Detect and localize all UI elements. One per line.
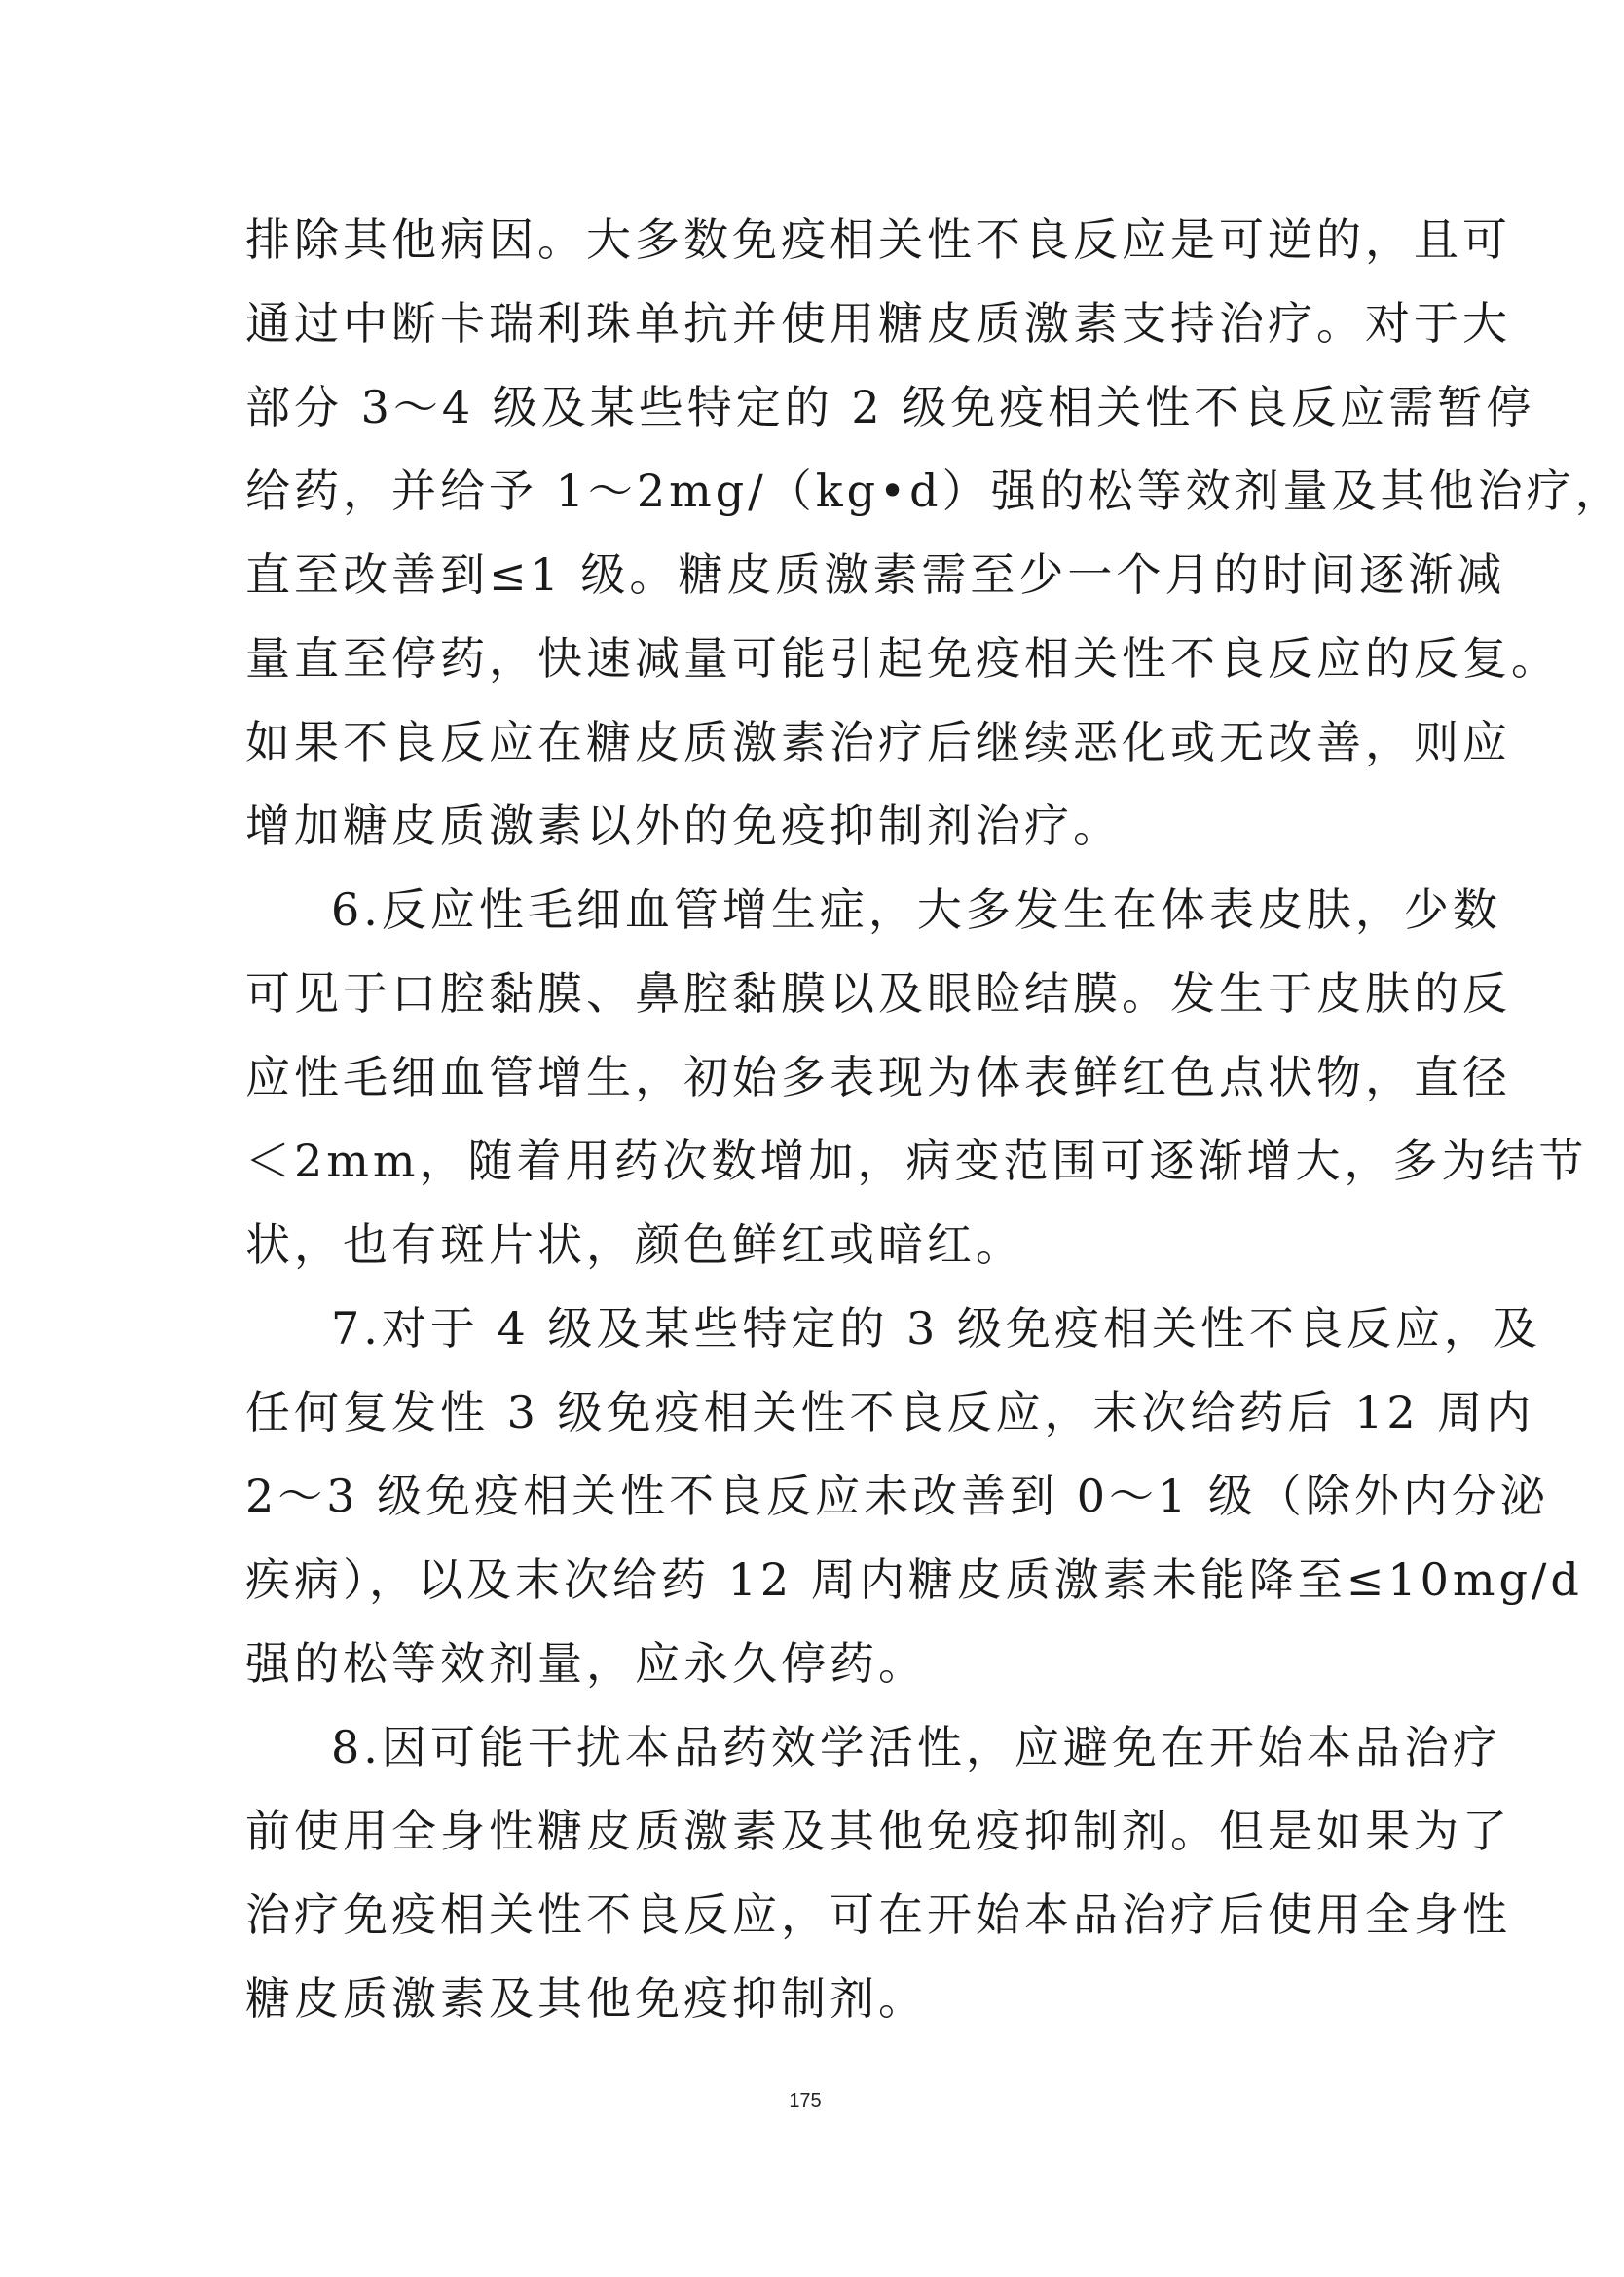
text-line: 排除其他病因。大多数免疫相关性不良反应是可逆的，且可 (245, 213, 1511, 266)
text-line: 疾病），以及末次给药 12 周内糖皮质激素未能降至≤10mg/d (245, 1553, 1583, 1606)
text-line: 治疗免疫相关性不良反应，可在开始本品治疗后使用全身性 (245, 1888, 1511, 1941)
text-line: 给药，并给予 1～2mg/（kg•d）强的松等效剂量及其他治疗， (245, 465, 1624, 517)
text-line: 通过中断卡瑞利珠单抗并使用糖皮质激素支持治疗。对于大 (245, 297, 1511, 350)
text-line: 2～3 级免疫相关性不良反应未改善到 0～1 级（除外内分泌 (245, 1470, 1549, 1522)
body-text (245, 198, 1624, 2040)
text-line: 8.因可能干扰本品药效学活性，应避免在开始本品治疗 (331, 1721, 1501, 1773)
text-line: 如果不良反应在糖皮质激素治疗后继续恶化或无改善，则应 (245, 716, 1511, 768)
page-number: 175 (789, 2090, 822, 2111)
text-line: 应性毛细血管增生，初始多表现为体表鲜红色点状物，直径 (245, 1051, 1511, 1103)
text-line: 直至改善到≤1 级。糖皮质激素需至少一个月的时间逐渐减 (245, 548, 1506, 601)
text-line: 前使用全身性糖皮质激素及其他免疫抑制剂。但是如果为了 (245, 1805, 1511, 1857)
paragraph-continuation (245, 198, 1624, 868)
paragraph-item-6 (245, 868, 1588, 1287)
text-line: ＜2mm，随着用药次数增加，病变范围可逐渐增大，多为结节 (245, 1135, 1588, 1187)
text-line: 6.反应性毛细血管增生症，大多发生在体表皮肤，少数 (331, 883, 1501, 936)
paragraph-item-8 (245, 1705, 1511, 2040)
text-line: 部分 3～4 级及某些特定的 2 级免疫相关性不良反应需暂停 (245, 381, 1535, 433)
text-line: 糖皮质激素及其他免疫抑制剂。 (245, 1972, 927, 2025)
paragraph-item-7 (245, 1287, 1583, 1705)
text-line: 量直至停药，快速减量可能引起免疫相关性不良反应的反复。 (245, 632, 1560, 685)
text-line: 状，也有斑片状，颜色鲜红或暗红。 (245, 1218, 1024, 1271)
text-line: 增加糖皮质激素以外的免疫抑制剂治疗。 (245, 800, 1122, 852)
text-line: 任何复发性 3 级免疫相关性不良反应，末次给药后 12 周内 (245, 1386, 1535, 1438)
text-line: 7.对于 4 级及某些特定的 3 级免疫相关性不良反应，及 (331, 1302, 1541, 1355)
text-line: 强的松等效剂量，应永久停药。 (245, 1637, 927, 1690)
text-line: 可见于口腔黏膜、鼻腔黏膜以及眼睑结膜。发生于皮肤的反 (245, 967, 1511, 1020)
